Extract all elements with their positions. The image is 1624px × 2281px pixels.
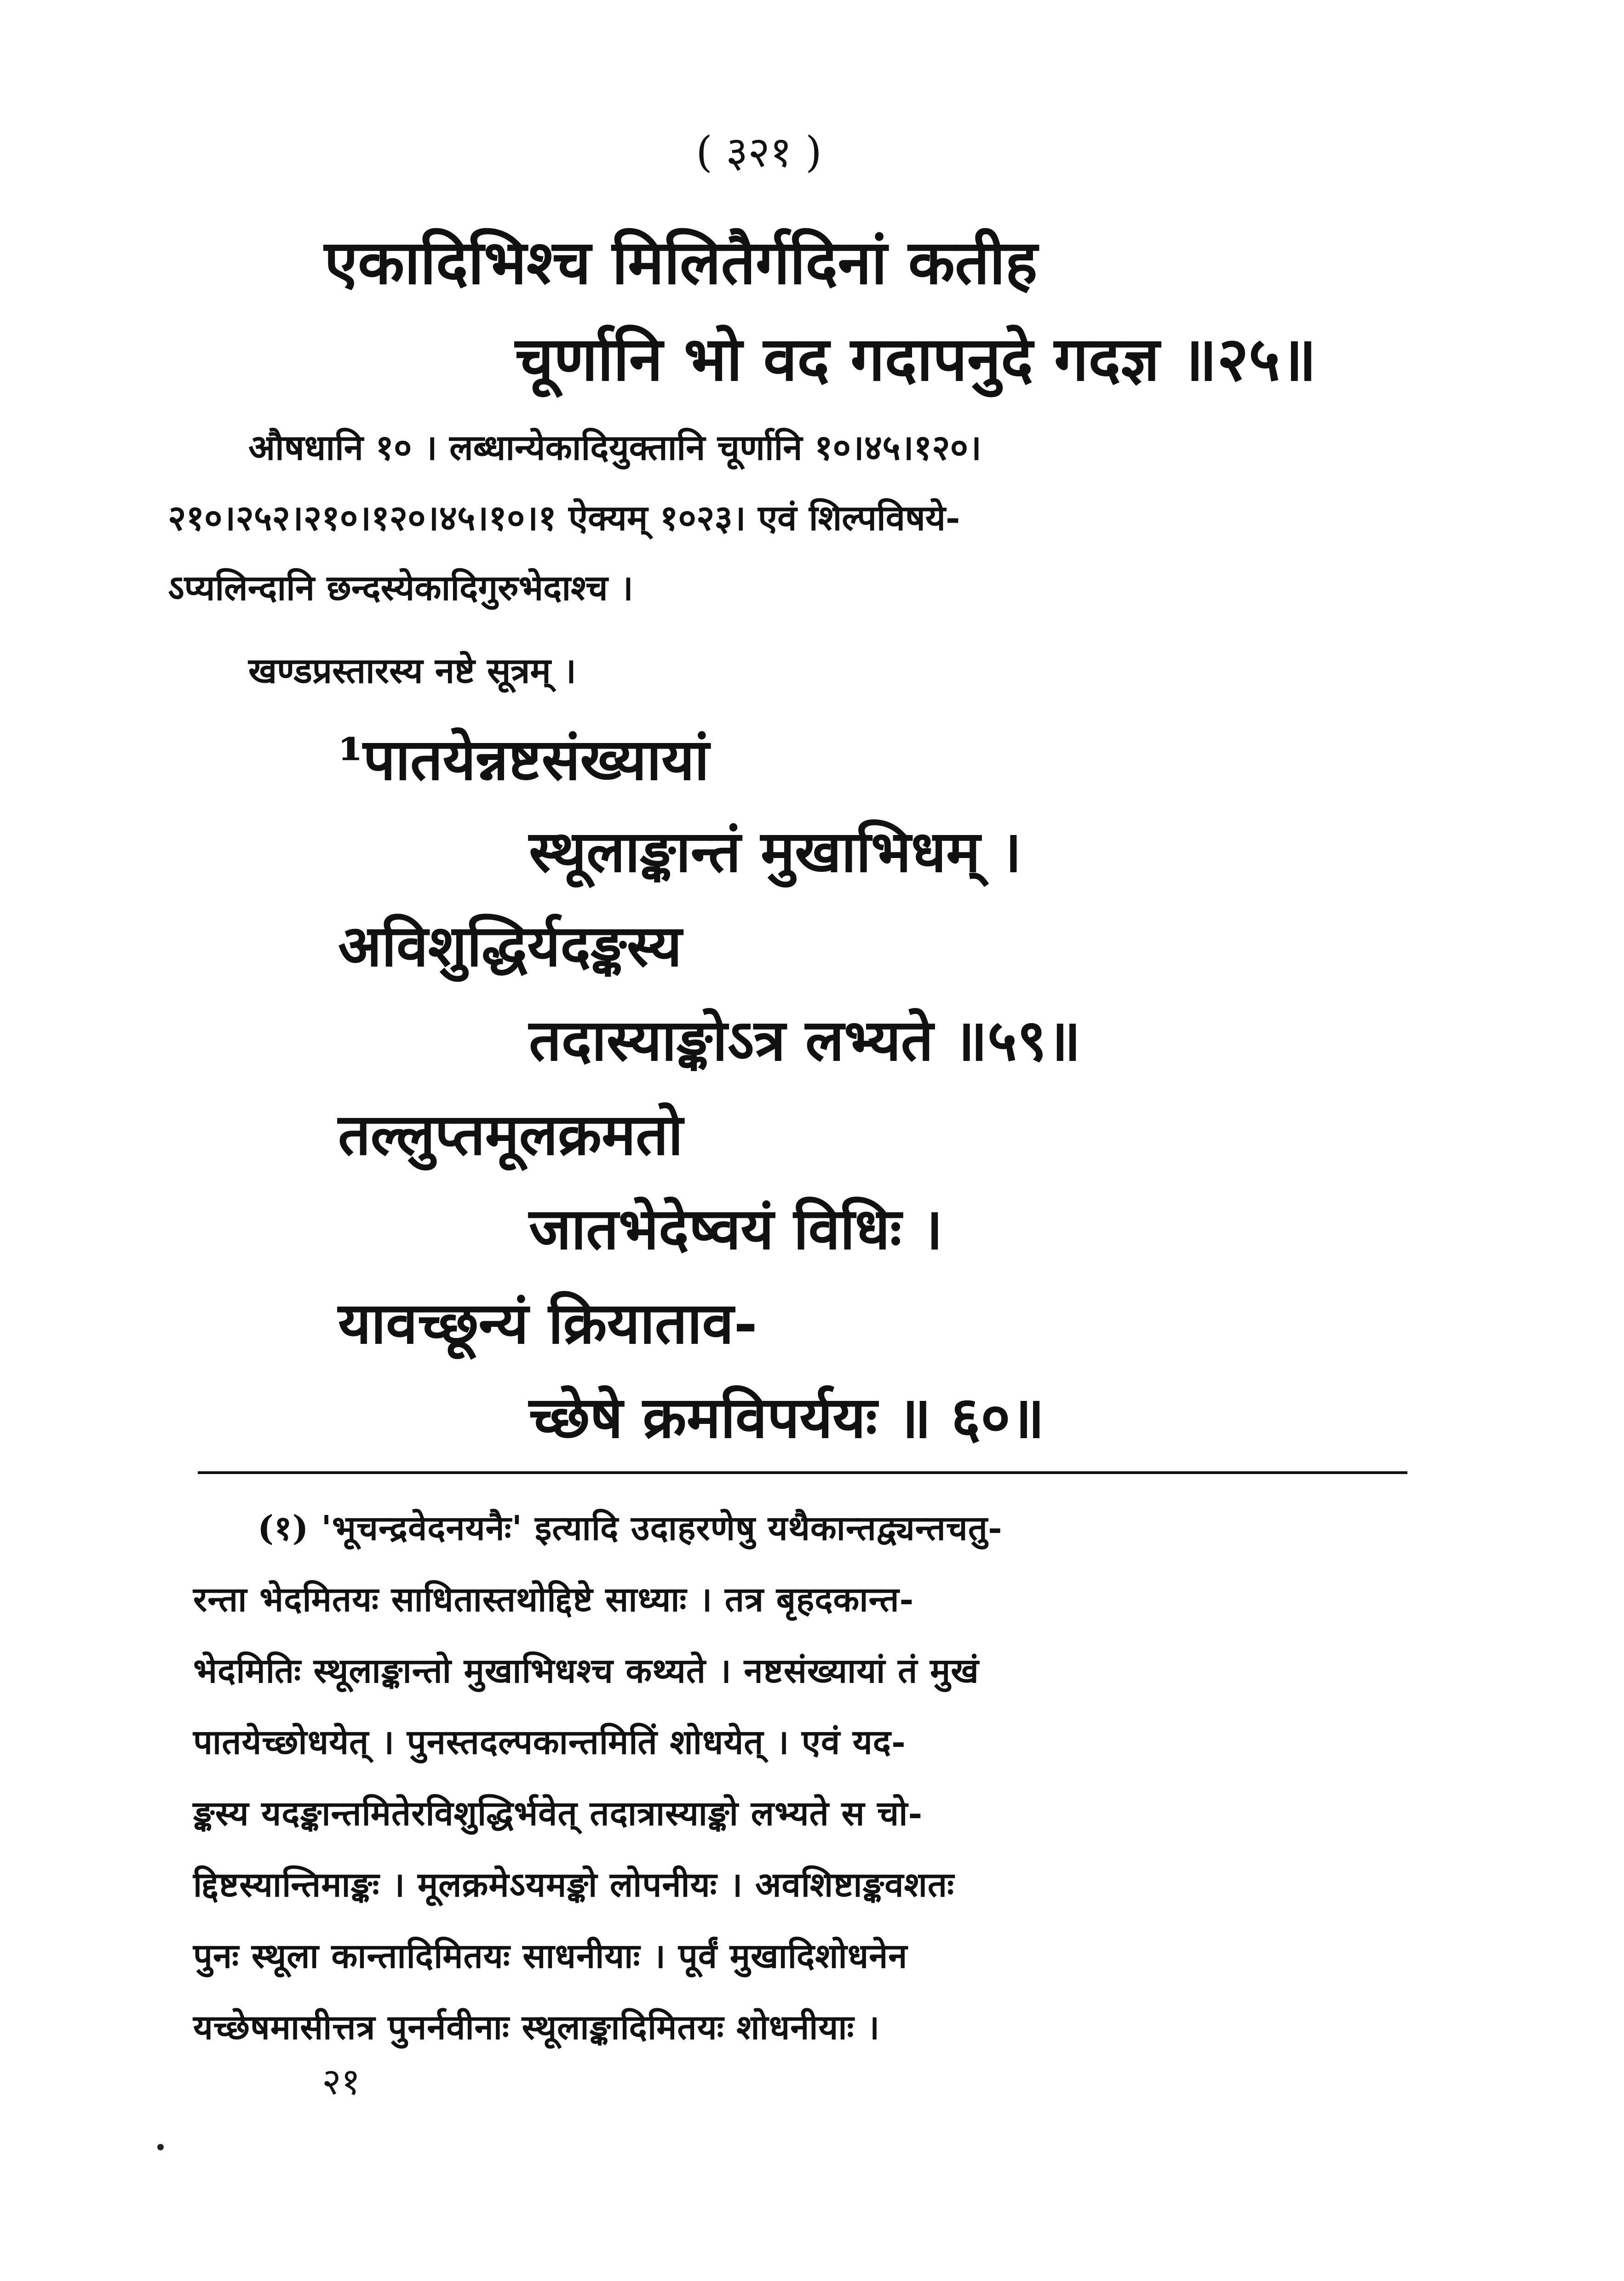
footnote-line-6: द्दिष्टस्यान्तिमाङ्कः । मूलक्रमेऽयमङ्को लोपनीयः । अवशिष्टाङ्कवशतः: [193, 1865, 955, 1905]
footnote-line-4: पातयेच्छोधयेत् । पुनस्तदल्पकान्तमितिं शोधयेत् । एवं यद-: [193, 1722, 906, 1762]
verse-60-line-3: यावच्छून्यं क्रियाताव-: [338, 1290, 757, 1357]
footnote-line-2: रन्ता भेदमितयः साधितास्तथोद्दिष्टे साध्याः । तत्र बृहदकान्त-: [193, 1580, 914, 1619]
footnote-line-8: यच्छेषमासीत्तत्र पुनर्नवीनाः स्थूलाङ्कादिमितयः शोधनीयाः ।: [193, 2008, 880, 2047]
verse-59-line-4: तदास्याङ्कोऽत्र लभ्यते ॥५९॥: [529, 1007, 1081, 1074]
prose-line-2: २१०।२५२।२१०।१२०।४५।१०।१ ऐक्यम् १०२३। एवं शिल्पविषये-: [168, 497, 960, 538]
prose-line-3: ऽप्यलिन्दानि छन्दस्येकादिगुरुभेदाश्च ।: [168, 567, 633, 608]
print-speck: [157, 2144, 164, 2150]
footnote-line-1: (१) 'भूचन्द्रवेदनयनैः' इत्यादि उदाहरणेषु यथैकान्तद्व्यन्तचतु-: [258, 1509, 1003, 1548]
prose-line-4: खण्डप्रस्तारस्य नष्टे सूत्रम् ।: [248, 650, 576, 691]
verse-59-line-2: स्थूलाङ्कान्तं मुखाभिधम् ।: [529, 818, 1022, 885]
verse-59-line-3: अविशुद्धिर्यदङ्कस्य: [338, 913, 682, 979]
verse-25-line-1: एकादिभिश्च मिलितैर्गदिनां कतीह: [324, 227, 1038, 298]
footnote-line-3: भेदमितिः स्थूलाङ्कान्तो मुखाभिधश्च कथ्यते । नष्टसंख्यायां तं मुखं: [193, 1651, 979, 1691]
verse-60-line-1: तल्लुप्तमूलक्रमतो: [338, 1101, 683, 1168]
verse-60-line-2: जातभेदेष्वयं विधिः ।: [529, 1196, 943, 1262]
footnote-separator-rule: [198, 1471, 1407, 1474]
signature-mark: २१: [322, 2060, 361, 2103]
page-number: ( ३२१ ): [696, 127, 822, 177]
prose-line-1: औषधानि १० । लब्धान्येकादियुक्तानि चूर्णानि १०।४५।१२०।: [248, 427, 982, 468]
footnote-line-7: पुनः स्थूला कान्तादिमितयः साधनीयाः । पूर्वं मुखादिशोधनेन: [193, 1936, 908, 1976]
verse-59-line-1: ¹पातयेन्नष्टसंख्यायां: [338, 726, 709, 793]
verse-25-line-2: चूर्णानि भो वद गदापनुदे गदज्ञ ॥२५॥: [515, 323, 1317, 395]
verse-60-line-4: च्छेषे क्रमविपर्ययः ॥ ६०॥: [529, 1384, 1045, 1451]
footnote-line-5: ङ्कस्य यदङ्कान्तमितेरविशुद्धिर्भवेत् तदात्रास्याङ्को लभ्यते स चो-: [193, 1794, 923, 1833]
